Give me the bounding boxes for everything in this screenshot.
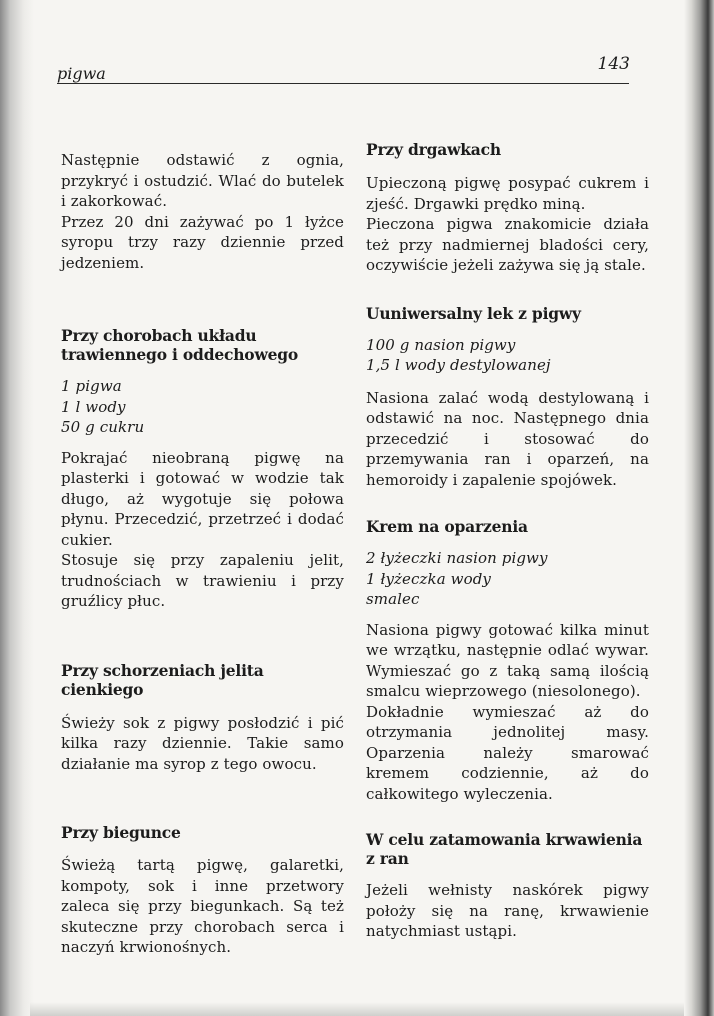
ingredient: smalec — [366, 590, 420, 608]
ingredient: 50 g cukru — [61, 418, 145, 436]
paragraph: Następnie odstawić z ognia, przykryć i ostudzić. Wlać do butelek i zakorkować. — [61, 151, 344, 210]
section-title: Przy drgawkach — [366, 140, 501, 159]
section-convulsions — [366, 140, 649, 276]
scan-binding-edge — [684, 0, 714, 1016]
section-title: Krem na oparzenia — [366, 517, 528, 536]
paragraph: Nasiona zalać wodą destylowaną i odstawić na noc. Następnego dnia przecedzić i stosować do przemywania ran i oparzeń, na hemoroidy i zapalenie spojówek. — [366, 388, 649, 489]
section-diarrhea — [61, 823, 344, 958]
right-column — [366, 140, 649, 942]
section-title: Przy biegunce — [61, 823, 181, 842]
paragraph: Nasiona pigwy gotować kilka minut we wrzątku, następnie odlać wywar. Wymieszać go z taką samą ilością smalcu wieprzowego (niesolonego). — [366, 620, 649, 700]
ingredient: 2 łyżeczki nasion pigwy — [366, 549, 548, 567]
paragraph: Pieczona pigwa znakomicie działa też przy nadmiernej bladości cery, oczywiście jeżeli zażywa się ją stale. — [366, 215, 649, 274]
scan-bottom-edge — [30, 1002, 684, 1016]
section-title: Przy chorobach układu trawiennego i oddechowego — [61, 326, 299, 364]
header-rule — [57, 83, 629, 84]
intro-text — [61, 150, 344, 273]
ingredient: 1,5 l wody destylowanej — [366, 356, 551, 374]
section-digestive-respiratory — [61, 326, 344, 612]
ingredient: 1 pigwa — [61, 377, 122, 395]
ingredient: 100 g nasion pigwy — [366, 335, 516, 354]
paragraph: Świeżą tartą pigwę, galaretki, kompoty, sok i inne przetwory zaleca się przy biegunkach. Są też skuteczne przy chorobach serca i naczyń krwionośnych. — [61, 856, 344, 956]
page-number: 143 — [597, 54, 630, 74]
section-stop-bleeding — [366, 830, 649, 942]
ingredient-list — [61, 376, 344, 438]
paragraph: Dokładnie wymieszać aż do otrzymania jednolitej masy. Oparzenia należy smarować kremem codziennie, aż do całkowitego wyleczenia. — [366, 702, 649, 803]
paragraph: Upieczoną pigwę posypać cukrem i zjeść. Drgawki prędko miną. — [366, 174, 649, 213]
section-title: Przy schorzeniach jelita cienkiego — [61, 660, 264, 699]
section-title: Uuniwersalny lek z pigwy — [366, 303, 581, 323]
paragraph: Stosuje się przy zapaleniu jelit, trudnościach w trawieniu i przy gruźlicy płuc. — [61, 551, 344, 610]
left-column — [61, 150, 344, 958]
ingredient: 1 l wody — [61, 397, 126, 416]
ingredient-list — [366, 548, 649, 610]
paragraph: Przez 20 dni zażywać po 1 łyżce syropu trzy razy dziennie przed jedzeniem. — [61, 212, 344, 272]
paragraph: Świeży sok z pigwy posłodzić i pić kilka razy dziennie. Takie samo działanie ma syrop z tego owocu. — [61, 713, 344, 773]
scan-gutter-shadow — [0, 0, 34, 1016]
section-title: W celu zatamowania krwawienia z ran — [366, 830, 643, 868]
paragraph: Pokrajać nieobraną pigwę na plasterki i gotować w wodzie tak długo, aż wygotuje się połowa płynu. Przecedzić, przetrzeć i dodać cukier. — [61, 448, 344, 549]
section-universal-remedy — [366, 304, 649, 491]
section-burn-cream — [366, 517, 649, 804]
paragraph: Jeżeli wełnisty naskórek pigwy położy się na ranę, krwawienie natychmiast ustąpi. — [366, 881, 649, 940]
ingredient: 1 łyżeczka wody — [366, 569, 491, 588]
ingredient-list — [366, 335, 649, 376]
section-small-intestine — [61, 661, 344, 775]
running-head: pigwa — [57, 64, 106, 83]
